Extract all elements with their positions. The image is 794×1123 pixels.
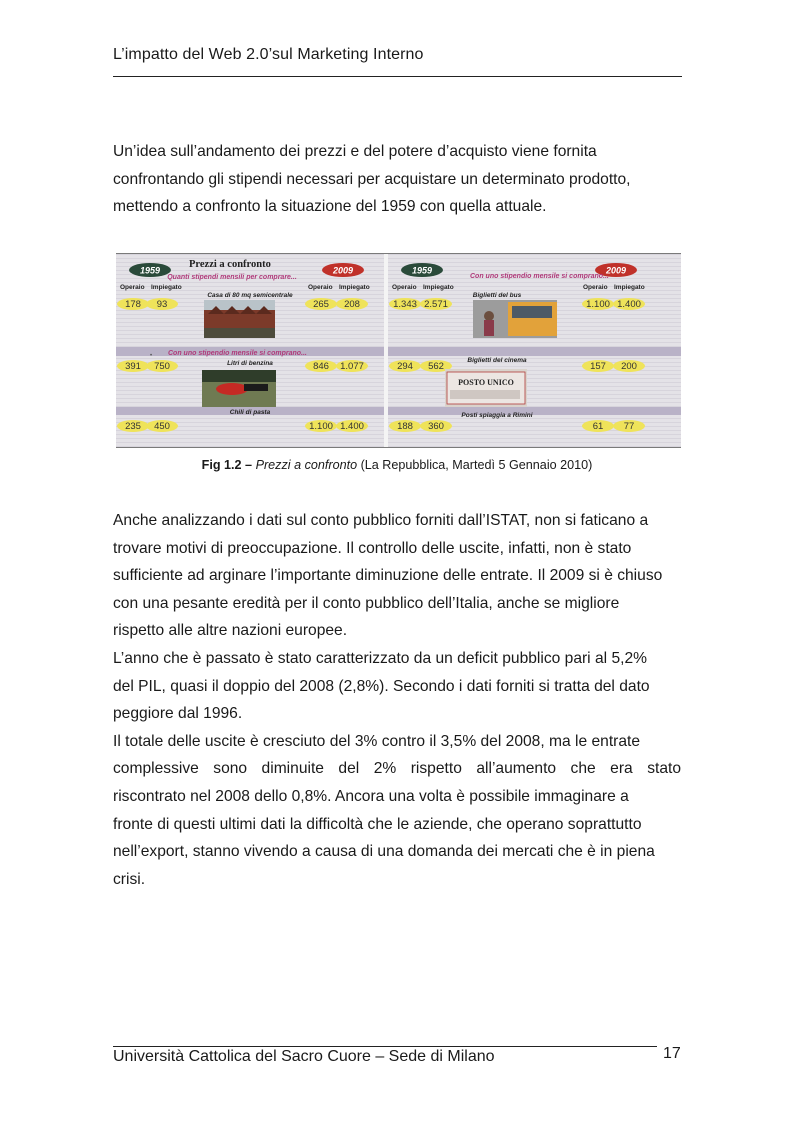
prices-comparison-graphic [116, 254, 681, 447]
ticket-photo [445, 369, 527, 407]
body-paragraph [113, 507, 681, 893]
value-pill [582, 360, 614, 372]
value-text: 178 [125, 299, 141, 310]
value-text: 200 [621, 361, 637, 372]
value-text: 61 [592, 421, 604, 432]
value-text: 1.343 [393, 299, 417, 310]
year-badge-old-right [401, 263, 443, 277]
value-pill [146, 298, 178, 310]
intro-line: confrontando gli stipendi necessari per acquistare un determinato prodotto, [113, 170, 631, 188]
body-line: peggiore dal 1996. [113, 705, 243, 723]
value-text: 157 [590, 361, 606, 372]
year-badge-new-left [322, 263, 364, 277]
body-line: rispetto alle altre nazioni europee. [113, 622, 348, 640]
svg-text:1959: 1959 [139, 265, 161, 276]
body-line: complessive sono diminuite del 2% rispetto all’aumento che era stato [113, 760, 681, 778]
body-line: sufficiente ad arginare l’importante diminuzione delle entrate. Il 2009 si è chiuso [113, 567, 663, 585]
intro-paragraph [113, 138, 681, 221]
item-label: Casa di 80 mq semicentrale [207, 292, 293, 299]
item-label: Posti spiaggia a Rimini [461, 412, 533, 419]
subtitle-right: Con uno stipendio mensile si comprano... [470, 273, 609, 280]
value-text: 450 [154, 421, 170, 432]
body-line: trovare motivi di preoccupazione. Il controllo delle uscite, infatti, non è stato [113, 539, 632, 557]
value-pill [389, 298, 421, 310]
value-pill [117, 298, 149, 310]
col-operaio: Operaio [308, 284, 333, 291]
item-label: Biglietti del cinema [467, 357, 527, 364]
value-text: 77 [623, 421, 635, 432]
intro-line: Un’idea sull’andamento dei prezzi e del potere d’acquisto viene fornita [113, 143, 597, 160]
value-pill [420, 298, 452, 310]
value-text: 265 [313, 299, 329, 310]
figure-image [116, 254, 681, 447]
ticket-text: POSTO UNICO [458, 378, 514, 387]
value-text: 1.400 [617, 299, 641, 310]
value-pill [336, 420, 368, 432]
body-line: L’anno che è passato è stato caratterizzato da un deficit pubblico pari al 5,2% [113, 649, 647, 667]
value-text: 1.400 [340, 421, 364, 432]
value-pill [146, 360, 178, 372]
svg-text:2009: 2009 [332, 265, 354, 276]
figure-caption [0, 458, 794, 472]
value-text: 360 [428, 421, 444, 432]
subtitle-left: Quanti stipendi mensili per comprare... [167, 274, 297, 281]
value-text: 2.571 [424, 299, 448, 310]
value-pill [305, 360, 337, 372]
page-number: 17 [663, 1045, 681, 1062]
value-pill [420, 420, 452, 432]
value-text: 1.077 [340, 361, 364, 372]
header-rule [113, 76, 682, 77]
body-line: Il totale delle uscite è cresciuto del 3% contro il 3,5% del 2008, ma le entrate [113, 732, 641, 750]
col-impiegato: Impiegato [614, 284, 645, 291]
fuel-photo [202, 370, 276, 407]
footer-text: Università Cattolica del Sacro Cuore – Sede di Milano [113, 1048, 495, 1065]
body-line: crisi. [113, 870, 146, 888]
figure-title: Prezzi a confronto [189, 259, 271, 270]
value-text: 1.100 [309, 421, 333, 432]
year-badge-old-left [129, 263, 171, 277]
value-pill [336, 360, 368, 372]
col-operaio: Operaio [583, 284, 608, 291]
value-text: 562 [428, 361, 444, 372]
svg-text:1959: 1959 [411, 265, 433, 276]
item-label: Chili di pasta [229, 409, 271, 416]
value-pill [582, 420, 614, 432]
body-line: fronte di questi ultimi dati la difficoltà che le aziende, che operano soprattutto [113, 815, 642, 833]
page-header-title: L’impatto del Web 2.0’sul Marketing Interno [113, 46, 424, 63]
caption-label: Fig 1.2 – [201, 458, 253, 472]
value-pill [582, 298, 614, 310]
body-line: nell’export, stanno vivendo a causa di una domanda dei mercati che è in piena [113, 843, 655, 861]
value-text: 235 [125, 421, 141, 432]
caption-title: Prezzi a confronto [255, 458, 358, 472]
body-line: con una pesante eredità per il conto pubblico dell’Italia, anche se migliore [113, 594, 620, 612]
value-text: 1.100 [586, 299, 610, 310]
body-line: Anche analizzando i dati sul conto pubblico forniti dall’ISTAT, non si faticano a [113, 512, 649, 529]
value-pill [613, 298, 645, 310]
value-pill [117, 360, 149, 372]
body-line: del PIL, quasi il doppio del 2008 (2,8%). Secondo i dati forniti si tratta del dato [113, 677, 650, 695]
col-impiegato: Impiegato [151, 284, 182, 291]
house-photo [204, 300, 275, 338]
footer-rule [113, 1046, 657, 1047]
value-pill [613, 360, 645, 372]
col-operaio: Operaio [120, 284, 145, 291]
col-impiegato: Impiegato [339, 284, 370, 291]
value-pill [117, 420, 149, 432]
value-text: 391 [125, 361, 141, 372]
subtitle-left-mid: Con uno stipendio mensile si comprano... [168, 350, 307, 357]
value-pill [389, 420, 421, 432]
item-label: Biglietti del bus [472, 292, 522, 299]
value-pill [146, 420, 178, 432]
col-operaio: Operaio [392, 284, 417, 291]
value-text: 208 [344, 299, 360, 310]
figure-bottom-rule [116, 447, 681, 448]
value-text: 846 [313, 361, 329, 372]
value-pill [305, 420, 337, 432]
value-text: 294 [397, 361, 413, 372]
item-label: Litri di benzina [227, 360, 273, 367]
intro-line: mettendo a confronto la situazione del 1959 con quella attuale. [113, 198, 547, 216]
caption-source: (La Repubblica, Martedì 5 Gennaio 2010) [360, 458, 593, 472]
value-pill [613, 420, 645, 432]
col-impiegato: Impiegato [423, 284, 454, 291]
value-pill [305, 298, 337, 310]
bus-photo [473, 300, 557, 338]
body-line: riscontrato nel 2008 dello 0,8%. Ancora una volta è possibile immaginare a [113, 787, 629, 805]
svg-text:•: • [150, 353, 153, 359]
svg-text:2009: 2009 [605, 265, 627, 276]
value-pill [336, 298, 368, 310]
value-text: 93 [156, 299, 168, 310]
value-text: 750 [154, 361, 170, 372]
value-text: 188 [397, 421, 413, 432]
value-pill [389, 360, 421, 372]
